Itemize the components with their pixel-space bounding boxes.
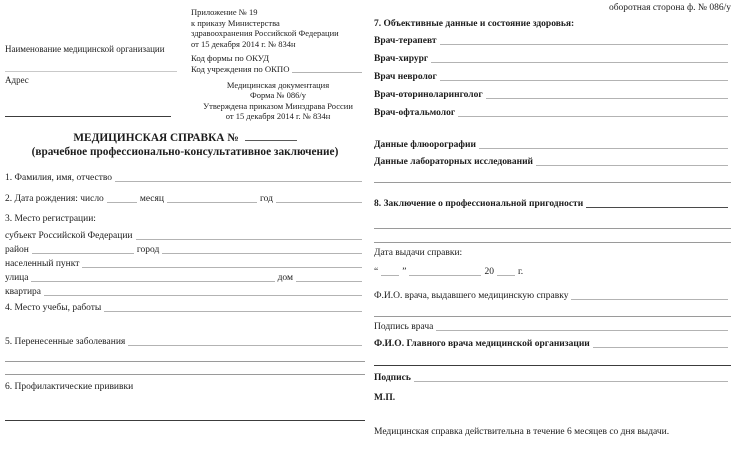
fill-line [245,140,297,141]
fill-line [162,253,362,254]
section7-title: 7. Объективные данные и состояние здоровья: [374,19,575,29]
registration-place-label: 3. Место регистрации: [5,213,96,224]
fill-line [593,347,728,348]
fill-line [374,228,731,229]
fill-line [458,116,728,117]
doctor-ophthalmologist-label: Врач-офтальмолог [374,108,456,118]
past-diseases-label: 5. Перенесенные заболевания [5,336,126,347]
form-title [5,131,365,159]
fill-line [296,281,362,282]
organization-name-label: Наименование медицинской организации [5,44,165,54]
appendix-line: Приложение № 19 [191,7,258,17]
fill-line [414,381,728,382]
document-type-block [191,80,365,122]
lab-tests-label: Данные лабораторных исследований [374,157,534,167]
settlement-label: населенный пункт [5,258,80,269]
birth-date-label: 2. Дата рождения: число [5,193,104,204]
city-label: город [136,244,160,255]
district-label: район [5,244,29,255]
open-quote: “ [374,267,379,277]
field-doctor-neurologist [374,71,731,83]
year-suffix: г. [517,267,524,277]
field-issue-date [374,266,731,278]
subject-label: субъект Российской Федерации [5,230,133,241]
fill-line [436,330,728,331]
issue-date-heading [374,247,731,259]
fill-line [5,361,365,362]
field-past-diseases [5,336,365,348]
fill-line [374,316,731,317]
field-doctor-signature [374,321,731,333]
fill-line [479,148,728,149]
field-chief-doctor-name [374,338,731,350]
fluorography-label: Данные флюорографии [374,140,476,150]
stamp-place [374,392,731,404]
fill-line [5,420,365,421]
doctor-otolaryngologist-label: Врач-оториноларинголог [374,90,483,100]
fill-line [486,98,728,99]
fill-line [104,311,362,312]
fill-line [31,281,274,282]
field-fluorography [374,139,731,151]
apartment-label: квартира [5,286,42,297]
fill-line [497,275,515,276]
study-work-label: 4. Место учебы, работы [5,302,102,313]
issuing-doctor-name-label: Ф.И.О. врача, выдавшего медицинскую справку [374,291,569,301]
form-header [5,0,365,122]
fill-line [107,202,137,203]
field-doctor-surgeon [374,53,731,65]
doctor-therapist-label: Врач-терапевт [374,36,437,46]
back-side-note: оборотная сторона ф. № 086/у [608,3,731,13]
field-settlement [5,258,365,270]
close-quote: ” [402,267,407,277]
fill-line [381,275,399,276]
field-subject [5,230,365,242]
fill-line [431,62,728,63]
appendix-line: к приказу Министерства [191,17,280,28]
fill-line [440,80,728,81]
appendix-block [191,0,365,122]
okud-code-label: Код формы по ОКУД [191,53,269,63]
field-full-name [5,172,365,184]
birth-year-label: год [259,193,273,204]
house-label: дом [277,272,293,283]
appendix-line: от 15 декабря 2014 г. № 834н [191,38,296,49]
doc-line: Форма № 086/у [250,90,306,100]
fill-line [5,116,171,117]
field-doctor-therapist [374,35,731,47]
field-doctor-otolaryngologist [374,89,731,101]
fill-line [5,374,365,375]
fill-line [586,207,728,208]
field-lab-tests [374,156,731,168]
field-street-house [5,272,365,284]
fill-line [374,365,731,366]
doctor-neurologist-label: Врач невролог [374,72,437,82]
chief-doctor-name-label: Ф.И.О. Главного врача медицинской организации [374,339,590,349]
field-signature [374,372,731,384]
fill-line [136,239,362,240]
section8-title: 8. Заключение о профессиональной пригодности [374,199,584,209]
fill-line [536,165,728,166]
field-doctor-ophthalmologist [374,107,731,119]
fill-line [571,299,728,300]
doc-line: Медицинская документация [226,79,330,90]
fill-line [44,295,362,296]
appendix-note [191,7,365,49]
field-professional-fitness [374,198,731,210]
fill-line [115,181,362,182]
birth-month-label: месяц [139,193,164,204]
field-registration-place [5,213,365,225]
vaccinations-label: 6. Профилактические прививки [5,381,134,392]
form-title-text: МЕДИЦИНСКАЯ СПРАВКА № [73,131,239,144]
year-prefix: 20 [484,267,494,277]
validity-note: Медицинская справка действительна в течение 6 месяцев со дня выдачи. [374,427,670,437]
fill-line [292,72,362,73]
right-column [374,0,731,437]
fill-line [167,202,257,203]
fill-line [409,275,481,276]
field-issuing-doctor-name [374,290,731,302]
form-subtitle-text: (врачебное профессионально-консультативное заключение) [31,145,339,158]
doctor-signature-label: Подпись врача [374,322,434,332]
field-apartment [5,286,365,298]
fill-line [276,202,362,203]
section7-heading [374,18,731,30]
doc-line: Утверждена приказом Минздрава России [203,100,353,111]
full-name-label: 1. Фамилия, имя, отчество [5,172,113,183]
fill-line [5,71,177,72]
fill-line [374,242,731,243]
okpo-code-label: Код учреждения по ОКПО [191,63,290,74]
organization-block [5,0,177,122]
fill-line [82,267,362,268]
doc-line: от 15 декабря 2014 г. № 834н [225,111,331,121]
field-district-city [5,244,365,256]
field-study-work-place [5,302,365,314]
issue-date-label: Дата выдачи справки: [374,248,463,258]
street-label: улица [5,272,29,283]
fill-line [32,253,134,254]
field-birth-date [5,193,365,205]
signature-label: Подпись [374,373,411,383]
field-vaccinations [5,381,365,393]
address-label: Адрес [5,75,29,85]
fill-line [374,182,731,183]
appendix-line: здравоохранения Российской Федерации [191,28,339,38]
doctor-surgeon-label: Врач-хирург [374,54,429,64]
fill-line [128,345,362,346]
fill-line [440,44,728,45]
stamp-place-label: М.П. [374,393,396,403]
okpo-code-row [191,64,365,75]
left-column [5,0,365,421]
